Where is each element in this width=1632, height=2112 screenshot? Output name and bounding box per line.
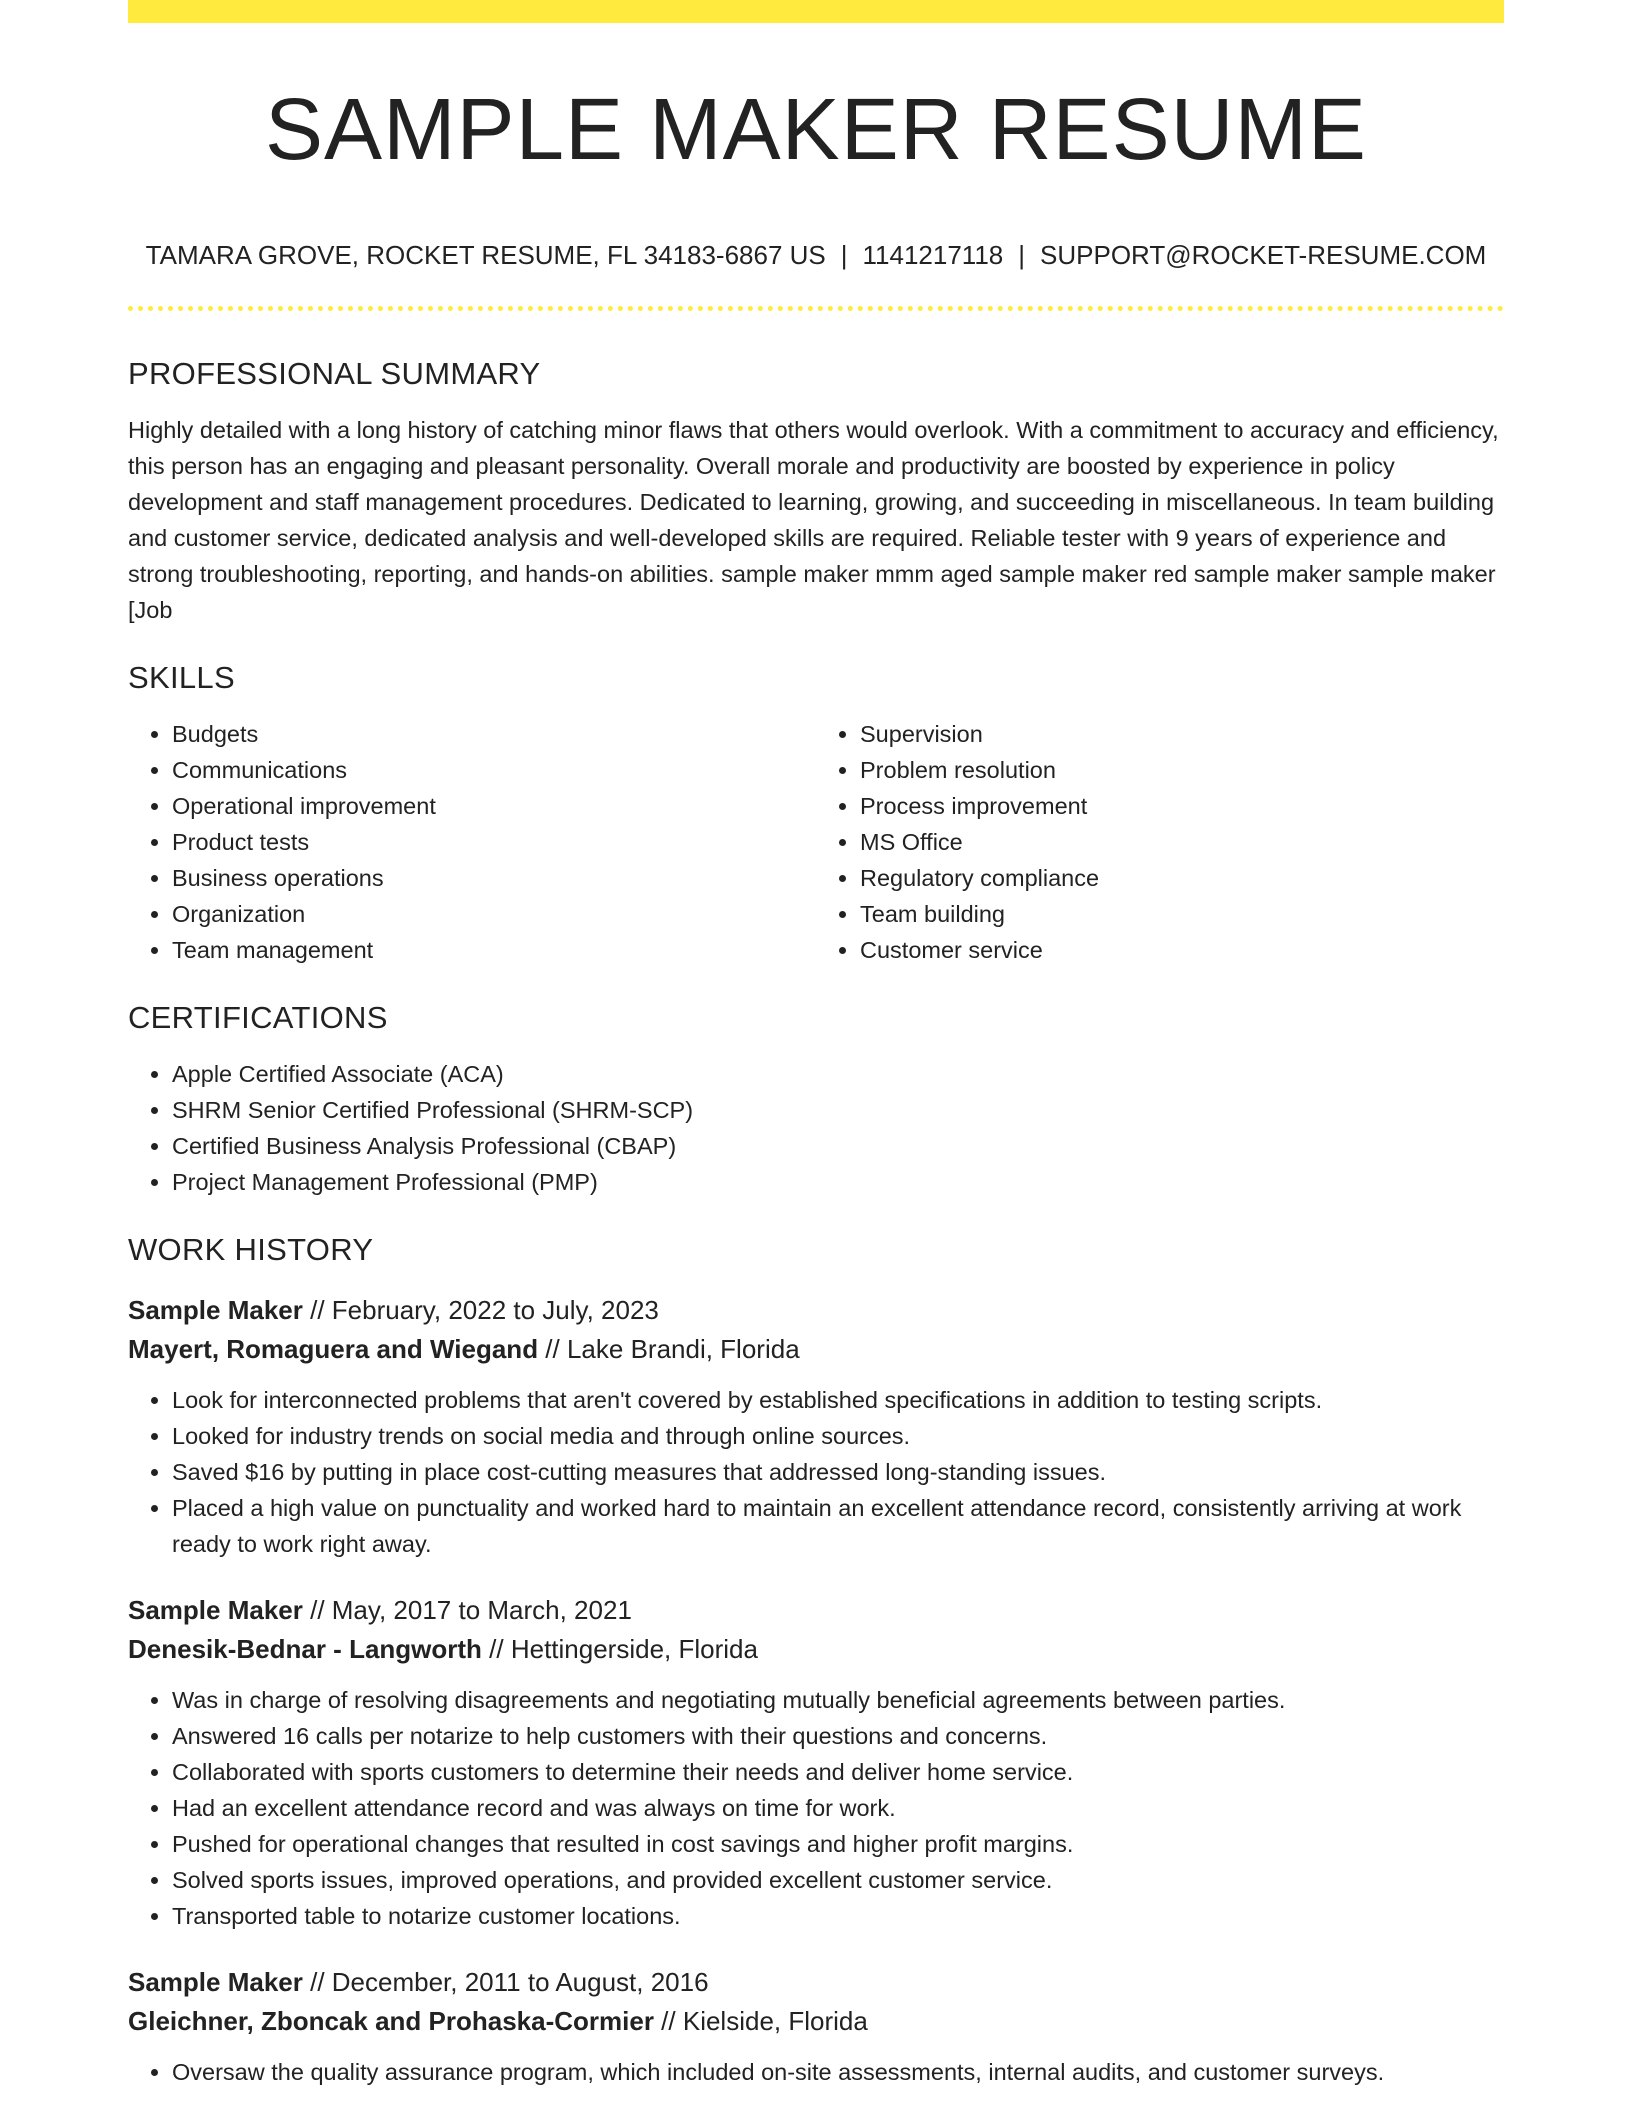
- skills-list-right: [816, 716, 1504, 968]
- job-dates: // February, 2022 to July, 2023: [302, 1295, 659, 1325]
- job-bullet: • Placed a high value on punctuality and worked hard to maintain an excellent attendance record, consistently arriving at work ready to work right away.: [172, 1490, 1504, 1562]
- job-title: Sample Maker: [128, 1295, 303, 1325]
- job-entry: [128, 1590, 1504, 1934]
- job-bullets: [128, 2054, 1504, 2090]
- job-title: Sample Maker: [128, 1967, 303, 1997]
- skill-item: • Regulatory compliance: [860, 860, 1504, 896]
- contact-email[interactable]: SUPPORT@ROCKET-RESUME.COM: [1040, 240, 1487, 270]
- work-history-section: [128, 1228, 1504, 2090]
- job-entry: [128, 1962, 1504, 2090]
- job-bullet: • Collaborated with sports customers to determine their needs and deliver home service.: [172, 1754, 1504, 1790]
- skill-item: • MS Office: [860, 824, 1504, 860]
- contact-line: [128, 238, 1504, 272]
- skill-item: • Team management: [172, 932, 816, 968]
- certifications-list: [128, 1056, 1504, 1200]
- summary-heading: PROFESSIONAL SUMMARY: [128, 356, 541, 391]
- job-title-line: [128, 1962, 1504, 2002]
- skill-item: • Supervision: [860, 716, 1504, 752]
- job-title-line: [128, 1290, 1504, 1330]
- certification-item: • SHRM Senior Certified Professional (SHRM-SCP): [172, 1092, 1504, 1128]
- summary-text: Highly detailed with a long history of catching minor flaws that others would overlook. With a commitment to accuracy and efficiency, this person has an engaging and pleasant personality. Overall morale and productivity are boosted by experience in policy development and staff management procedures. Dedicated to learning, growing, and succeeding in miscellaneous. In team building and customer service, dedicated analysis and well-developed skills are required. Reliable tester with 9 years of experience and strong troubleshooting, reporting, and hands-on abilities. sample maker mmm aged sample maker red sample maker sample maker [Job: [128, 417, 1499, 623]
- job-title-line: [128, 1590, 1504, 1630]
- job-location: // Lake Brandi, Florida: [538, 1334, 800, 1364]
- job-bullet: • Oversaw the quality assurance program, which included on-site assessments, internal audits, and customer surveys.: [172, 2054, 1504, 2090]
- job-location: // Hettingerside, Florida: [481, 1634, 758, 1664]
- job-company: Denesik-Bednar - Langworth: [128, 1634, 482, 1664]
- skill-item: • Team building: [860, 896, 1504, 932]
- skills-section: [128, 656, 1504, 968]
- job-bullet: • Transported table to notarize customer locations.: [172, 1898, 1504, 1934]
- job-location: // Kielside, Florida: [653, 2006, 868, 2036]
- skills-list-left: [128, 716, 816, 968]
- accent-bar: [128, 0, 1504, 23]
- skill-item: • Customer service: [860, 932, 1504, 968]
- job-company-line: [128, 2002, 1504, 2040]
- job-bullet: • Pushed for operational changes that resulted in cost savings and higher profit margins.: [172, 1826, 1504, 1862]
- job-bullet: • Looked for industry trends on social media and through online sources.: [172, 1418, 1504, 1454]
- resume-title: SAMPLE MAKER RESUME: [265, 81, 1367, 178]
- job-bullet: • Saved $16 by putting in place cost-cutting measures that addressed long-standing issues.: [172, 1454, 1504, 1490]
- skill-item: • Problem resolution: [860, 752, 1504, 788]
- skill-item: • Process improvement: [860, 788, 1504, 824]
- skill-item: • Product tests: [172, 824, 816, 860]
- job-dates: // December, 2011 to August, 2016: [302, 1967, 709, 1997]
- job-bullet: • Solved sports issues, improved operations, and provided excellent customer service.: [172, 1862, 1504, 1898]
- work-history-heading: WORK HISTORY: [128, 1232, 374, 1267]
- contact-separator: |: [840, 240, 848, 270]
- job-entry: [128, 1290, 1504, 1562]
- certifications-section: [128, 996, 1504, 1200]
- skill-item: • Organization: [172, 896, 816, 932]
- job-bullets: [128, 1682, 1504, 1934]
- skills-columns: [128, 716, 1504, 968]
- contact-address: TAMARA GROVE, ROCKET RESUME, FL 34183-6867 US: [145, 240, 826, 270]
- job-company-line: [128, 1330, 1504, 1368]
- job-bullets: [128, 1382, 1504, 1562]
- job-bullet: • Answered 16 calls per notarize to help customers with their questions and concerns.: [172, 1718, 1504, 1754]
- job-bullet: • Was in charge of resolving disagreements and negotiating mutually beneficial agreements between parties.: [172, 1682, 1504, 1718]
- job-dates: // May, 2017 to March, 2021: [302, 1595, 632, 1625]
- dotted-divider: [128, 306, 1504, 311]
- skill-item: • Communications: [172, 752, 816, 788]
- summary-section: [128, 352, 1504, 628]
- job-bullet: • Had an excellent attendance record and was always on time for work.: [172, 1790, 1504, 1826]
- job-company: Mayert, Romaguera and Wiegand: [128, 1334, 539, 1364]
- resume-content: [128, 352, 1504, 2090]
- skill-item: • Budgets: [172, 716, 816, 752]
- certification-item: • Apple Certified Associate (ACA): [172, 1056, 1504, 1092]
- certification-item: • Certified Business Analysis Professional (CBAP): [172, 1128, 1504, 1164]
- contact-separator: |: [1018, 240, 1026, 270]
- contact-phone: 1141217118: [862, 240, 1004, 270]
- job-company-line: [128, 1630, 1504, 1668]
- certification-item: • Project Management Professional (PMP): [172, 1164, 1504, 1200]
- skill-item: • Business operations: [172, 860, 816, 896]
- certifications-heading: CERTIFICATIONS: [128, 1000, 388, 1035]
- skills-heading: SKILLS: [128, 660, 235, 695]
- job-title: Sample Maker: [128, 1595, 303, 1625]
- job-bullet: • Look for interconnected problems that aren't covered by established specifications in addition to testing scripts.: [172, 1382, 1504, 1418]
- job-company: Gleichner, Zboncak and Prohaska-Cormier: [128, 2006, 654, 2036]
- skill-item: • Operational improvement: [172, 788, 816, 824]
